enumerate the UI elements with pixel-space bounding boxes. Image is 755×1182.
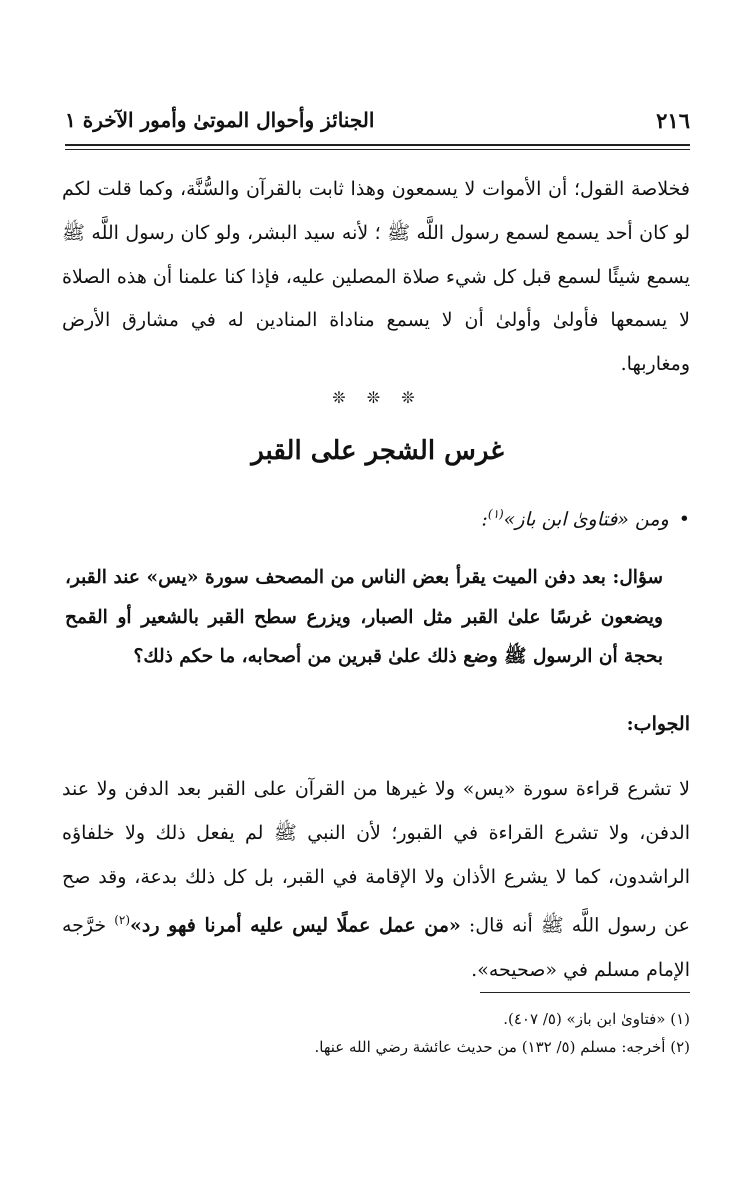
footnote-2: (٢) أخرجه: مسلم (٥/ ١٣٢) من حديث عائشة رضي الله عنها. <box>314 1038 690 1056</box>
page-number: ٢١٦ <box>656 107 690 133</box>
bullet-icon: • <box>678 508 690 531</box>
footnote-reference-1[interactable]: (١) <box>487 507 504 521</box>
answer-text-before: لا تشرع قراءة سورة «يس» ولا غيرها من القرآن على القبر بعد الدفن ولا عند الدفن، ولا تشرع القراءة في القبور؛ لأن النبي ﷺ لم يفعل ذلك ولا خلفاؤه الراشدون، كما لا يشرع الأذان ولا الإقامة في القبر، بل كل ذلك بدعة، وقد صح عن رسول اللَّه ﷺ أنه قال: <box>62 778 690 937</box>
header-rule-thick <box>65 144 690 146</box>
question-paragraph: سؤال: بعد دفن الميت يقرأ بعض الناس من المصحف سورة «يس» عند القبر، ويضعون غرسًا علىٰ القبر مثل الصبار، ويزرع سطح القبر بالشعير أو القمح بحجة أن الرسول ﷺ وضع ذلك علىٰ قبرين من أصحابه، ما حكم ذلك؟ <box>65 567 663 667</box>
answer-text-after: خرَّجه الإمام مسلم في «صحيحه». <box>62 914 690 981</box>
footnote-rule <box>480 992 690 993</box>
answer-label: الجواب: <box>626 713 690 735</box>
source-colon: : <box>481 508 488 531</box>
answer-paragraph <box>62 768 690 992</box>
answer-paragraph-block <box>62 768 690 992</box>
running-title: الجنائز وأحوال الموتىٰ وأمور الآخرة ١ <box>65 108 375 132</box>
section-heading: غرس الشجر على القبر <box>251 436 504 466</box>
footnote-reference-2[interactable]: (٢) <box>114 913 131 928</box>
header-rule-thin <box>65 149 690 150</box>
footnotes <box>65 1005 690 1061</box>
conclusion-paragraph: فخلاصة القول؛ أن الأموات لا يسمعون وهذا ثابت بالقرآن والسُّنَّة، وكما قلت لكم لو كان أحد يسمع لسمع رسول اللَّه ﷺ ؛ لأنه سيد البشر، ولو كان رسول اللَّه ﷺ يسمع شيئًا لسمع قبل كل شيء صلاة المصلين عليه، فإذا كنا علمنا أن هذه الصلاة لا يسمعها فأولىٰ وأولىٰ أن لا يسمع مناداة المنادين له في مشارق الأرض ومغاربها. <box>62 178 690 376</box>
footnote-1: (١) «فتاوىٰ ابن باز» (٥/ ٤٠٧). <box>503 1010 690 1028</box>
page-header <box>65 100 690 140</box>
conclusion-paragraph-block <box>62 168 690 387</box>
fatwa-source-line <box>481 507 690 530</box>
hadith-quote: «من عمل عملًا ليس عليه أمرنا فهو رد» <box>130 914 461 937</box>
source-text: ومن «فتاوىٰ ابن باز» <box>503 508 669 531</box>
section-separator: ❊ ❊ ❊ <box>332 388 423 407</box>
